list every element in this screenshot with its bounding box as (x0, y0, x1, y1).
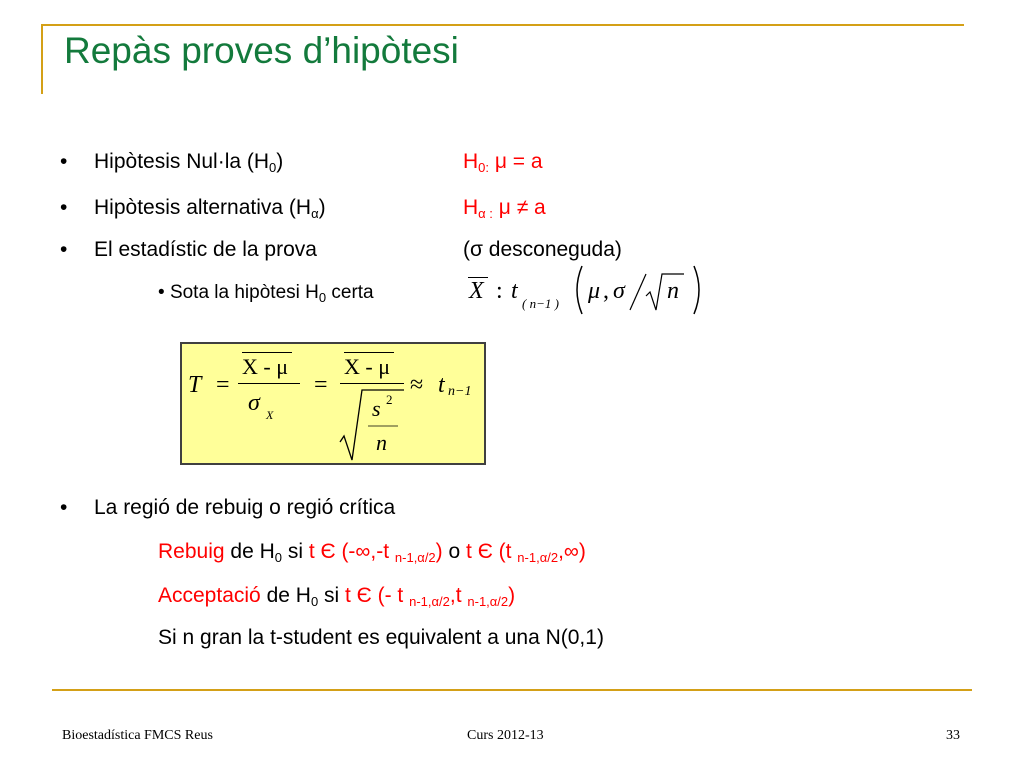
bullet-dot: • (60, 150, 68, 173)
dist-mu: μ (588, 278, 601, 304)
title-frame-horizontal (41, 24, 964, 26)
footer-page-number: 33 (946, 728, 960, 743)
test-statistic-formula-box (180, 342, 486, 465)
formula-eq2: = (314, 372, 328, 398)
num1-overline (242, 352, 292, 353)
formula-eq1: = (216, 372, 230, 398)
num2-overline (344, 352, 394, 353)
formula-s: s (372, 396, 381, 421)
formula-n: n (376, 430, 387, 455)
dist-df: ( n−1 ) (522, 296, 559, 311)
slide-title: Repàs proves d’hipòtesi (64, 30, 459, 71)
fraction-bar-1 (238, 383, 300, 384)
bullet-dot: • (60, 196, 68, 219)
formula-t-sub: n−1 (448, 384, 472, 399)
alternative-hypothesis-definition: $H_{\alpha :}$ μ ≠ a (463, 196, 546, 221)
dist-colon: : (496, 278, 503, 304)
footer-course-name: Bioestadística FMCS Reus (62, 728, 213, 743)
formula-den1: σ (248, 390, 260, 416)
large-n-note: Si n gran la t-student es equivalent a una N(0,1) (158, 626, 604, 649)
bullet-alternative-hypothesis: Hipòtesis alternativa $(H_\alpha)$ (94, 196, 326, 221)
bullet-test-statistic: El estadístic de la prova (94, 238, 317, 261)
formula-approx: ≈ (410, 372, 424, 398)
dist-n: n (667, 278, 679, 304)
sigma-unknown-note: (σ desconeguda) (463, 238, 622, 261)
dist-x: X (469, 278, 484, 304)
formula-T: T (188, 372, 202, 398)
bullet-dot: • (60, 238, 68, 261)
bullet-null-hypothesis: Hipòtesis Nul·la $(H_0)$ (94, 150, 284, 175)
sub-bullet-null-true: • Sota la hipòtesi $H_0$ certa (158, 282, 374, 305)
formula-s-exp: 2 (386, 392, 393, 407)
rejection-region-heading: La regió de rebuig o regió crítica (94, 496, 396, 519)
formula-t: t (438, 372, 445, 398)
dist-t: t (511, 278, 518, 304)
title-frame-vertical (41, 24, 43, 94)
dist-comma: , (603, 278, 609, 304)
footer-divider (52, 689, 972, 691)
formula-num1: X - μ (242, 354, 289, 379)
formula-num2: X - μ (344, 354, 391, 379)
acceptance-condition: Acceptació de $H_0$ si t Є (- t $_{n-1,\alpha/2}$,t $_{n-1,\alpha/2}$) (158, 584, 516, 609)
dist-sigma: σ (613, 278, 625, 304)
footer-academic-year: Curs 2012-13 (467, 728, 544, 743)
null-hypothesis-definition: $H_{0:}$ μ = a (463, 150, 543, 175)
formula-den1-sub: X (266, 408, 274, 422)
rejection-condition: Rebuig de $H_0$ si t Є (-∞,-t $_{n-1,\alpha/2}$) o t Є (t $_{n-1,\alpha/2}$,∞) (158, 540, 586, 565)
fraction-bar-2 (340, 383, 404, 384)
bullet-dot: • (60, 496, 68, 519)
